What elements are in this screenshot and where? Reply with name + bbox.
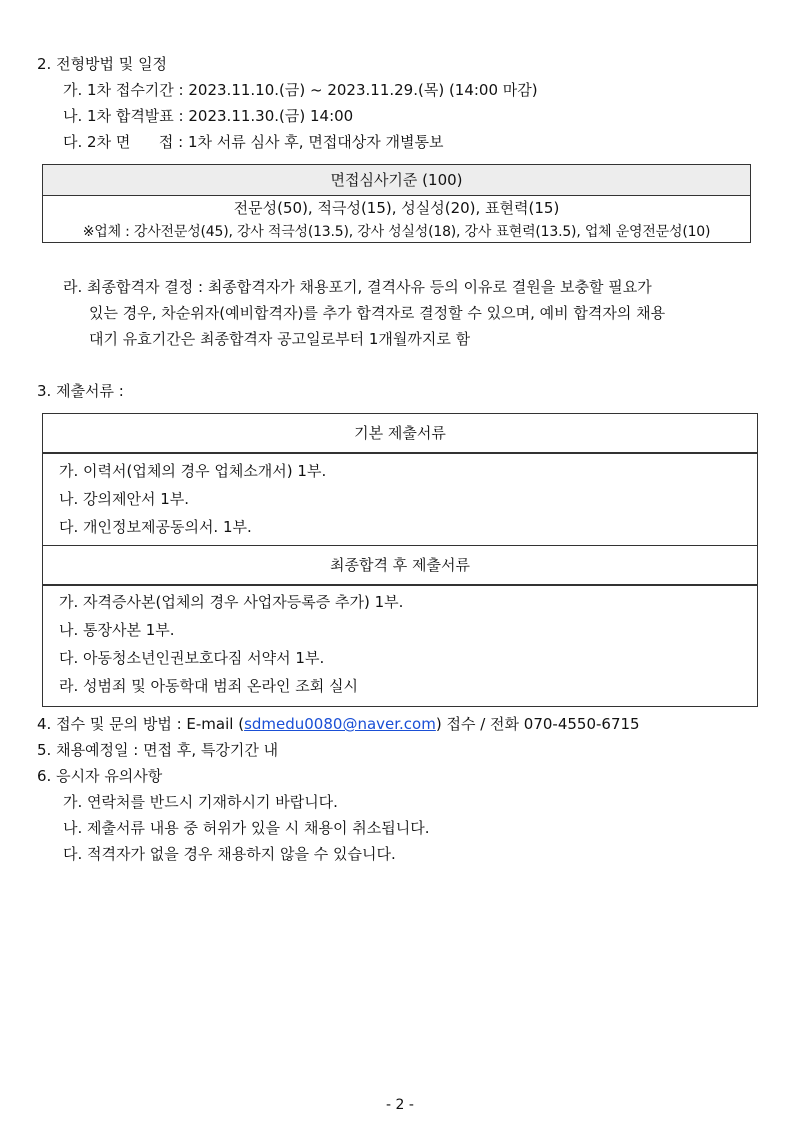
notice-item-1: 가. 연락처를 반드시 기재하시기 바랍니다.	[63, 793, 338, 811]
final-documents-header: 최종합격 후 제출서류	[43, 545, 757, 585]
section-2-title: 2. 전형방법 및 일정	[37, 55, 168, 73]
schedule-item-1: 가. 1차 접수기간 : 2023.11.10.(금) ~ 2023.11.29.(목) (14:00 마감)	[63, 81, 538, 99]
notice-item-3: 다. 적격자가 없을 경우 채용하지 않을 수 있습니다.	[63, 845, 396, 863]
contact-prefix: 4. 접수 및 문의 방법 : E-mail (	[37, 715, 245, 733]
page-number: - 2 -	[386, 1097, 414, 1113]
section-5-hiring-date: 5. 채용예정일 : 면접 후, 특강기간 내	[37, 741, 279, 759]
section-6-title: 6. 응시자 유의사항	[37, 767, 163, 785]
basic-documents-list	[43, 453, 757, 545]
basic-document-item: 나. 강의제안서 1부.	[59, 490, 190, 508]
documents-table	[42, 413, 758, 707]
basic-documents-header: 기본 제출서류	[43, 414, 757, 453]
basic-document-item: 가. 이력서(업체의 경우 업체소개서) 1부.	[59, 462, 327, 480]
final-document-item: 다. 아동청소년인권보호다짐 서약서 1부.	[59, 649, 325, 667]
final-document-item: 라. 성범죄 및 아동학대 범죄 온라인 조회 실시	[59, 677, 358, 695]
final-decision-line-2: 있는 경우, 차순위자(예비합격자)를 추가 합격자로 결정할 수 있으며, 예비 합격자의 채용	[89, 304, 666, 322]
final-documents-list	[43, 585, 757, 700]
schedule-item-3: 다. 2차 면 접 : 1차 서류 심사 후, 면접대상자 개별통보	[63, 133, 444, 151]
notice-item-2: 나. 제출서류 내용 중 허위가 있을 시 채용이 취소됩니다.	[63, 819, 430, 837]
section-3-title: 3. 제출서류 :	[37, 382, 124, 400]
interview-criteria-table	[42, 164, 751, 243]
final-document-item: 나. 통장사본 1부.	[59, 621, 175, 639]
contact-suffix: ) 접수 / 전화 070-4550-6715	[435, 715, 640, 733]
section-4-contact	[37, 714, 640, 734]
final-decision-line-1: 라. 최종합격자 결정 : 최종합격자가 채용포기, 결격사유 등의 이유로 결원을 보충할 필요가	[63, 278, 652, 296]
basic-document-item: 다. 개인정보제공동의서. 1부.	[59, 518, 252, 536]
criteria-row-company: ※업체 : 강사전문성(45), 강사 적극성(13.5), 강사 성실성(18), 강사 표현력(13.5), 업체 운영전문성(10)	[82, 224, 711, 240]
criteria-row-individual: 전문성(50), 적극성(15), 성실성(20), 표현력(15)	[233, 199, 560, 217]
email-link[interactable]: sdmedu0080@naver.com	[244, 715, 436, 733]
final-decision-line-3: 대기 유효기간은 최종합격자 공고일로부터 1개월까지로 함	[89, 330, 471, 348]
schedule-item-2: 나. 1차 합격발표 : 2023.11.30.(금) 14:00	[63, 107, 354, 125]
final-document-item: 가. 자격증사본(업체의 경우 사업자등록증 추가) 1부.	[59, 593, 404, 611]
criteria-header: 면접심사기준 (100)	[43, 165, 750, 196]
